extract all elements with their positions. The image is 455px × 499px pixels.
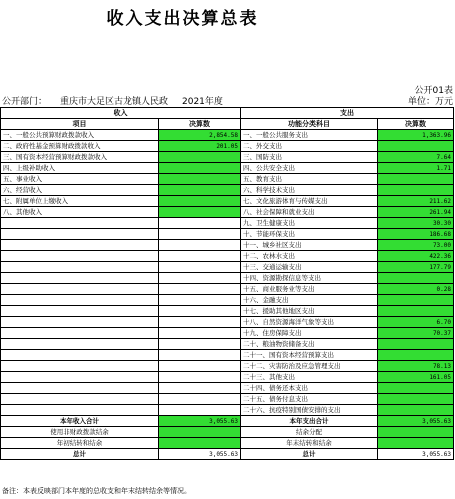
table-row bbox=[1, 372, 454, 383]
table-row bbox=[1, 185, 454, 196]
income-item-value bbox=[159, 152, 241, 163]
unit-label: 公开部门： bbox=[2, 97, 48, 107]
income-item-label: 六、经营收入 bbox=[1, 185, 159, 196]
expense-item-label: 四、公共安全支出 bbox=[241, 163, 378, 174]
table-row bbox=[1, 196, 454, 207]
income-section-header: 收入 bbox=[1, 108, 241, 119]
income-item-value bbox=[159, 196, 241, 207]
summary-expense-value: 3,055.63 bbox=[378, 416, 454, 427]
summary-income-label: 使用非财政拨款结余 bbox=[1, 427, 159, 438]
expense-item-label: 六、科学技术支出 bbox=[241, 185, 378, 196]
summary-income-value: 3,055.63 bbox=[159, 449, 241, 460]
income-item-label bbox=[1, 295, 159, 306]
expense-item-value bbox=[378, 273, 454, 284]
summary-income-value bbox=[159, 438, 241, 449]
col-header-item: 项目 bbox=[1, 119, 159, 130]
expense-item-value: 422.36 bbox=[378, 251, 454, 262]
table-row bbox=[1, 295, 454, 306]
income-item-label bbox=[1, 383, 159, 394]
expense-item-value bbox=[378, 185, 454, 196]
table-row bbox=[1, 152, 454, 163]
expense-item-label: 二、外交支出 bbox=[241, 141, 378, 152]
summary-income-value: 3,055.63 bbox=[159, 416, 241, 427]
income-item-value bbox=[159, 251, 241, 262]
summary-expense-label: 本年支出合计 bbox=[241, 416, 378, 427]
table-row bbox=[1, 251, 454, 262]
income-item-value bbox=[159, 350, 241, 361]
income-item-value bbox=[159, 207, 241, 218]
table-row bbox=[1, 394, 454, 405]
section-header-row bbox=[1, 108, 454, 119]
income-item-label: 四、上级补助收入 bbox=[1, 163, 159, 174]
income-item-label: 二、政府性基金预算财政拨款收入 bbox=[1, 141, 159, 152]
expense-item-value bbox=[378, 405, 454, 416]
income-item-label bbox=[1, 262, 159, 273]
income-item-value bbox=[159, 339, 241, 350]
expense-item-value bbox=[378, 339, 454, 350]
income-item-label: 八、其他收入 bbox=[1, 207, 159, 218]
report-year: 2021年度 bbox=[182, 97, 223, 107]
col-header-income-amount: 决算数 bbox=[159, 119, 241, 130]
expense-item-label: 二十三、其他支出 bbox=[241, 372, 378, 383]
expense-item-value: 186.68 bbox=[378, 229, 454, 240]
income-item-label bbox=[1, 339, 159, 350]
table-row bbox=[1, 361, 454, 372]
income-item-label: 一、一般公共预算财政拨款收入 bbox=[1, 130, 159, 141]
income-item-value bbox=[159, 218, 241, 229]
expense-item-label: 二十五、债务付息支出 bbox=[241, 394, 378, 405]
income-item-value bbox=[159, 229, 241, 240]
expense-item-value bbox=[378, 295, 454, 306]
expense-item-label: 七、文化旅游体育与传媒支出 bbox=[241, 196, 378, 207]
expense-item-label: 九、卫生健康支出 bbox=[241, 218, 378, 229]
income-item-label bbox=[1, 218, 159, 229]
income-item-label bbox=[1, 405, 159, 416]
expense-item-value bbox=[378, 394, 454, 405]
summary-expense-label: 总计 bbox=[241, 449, 378, 460]
summary-income-label: 本年收入合计 bbox=[1, 416, 159, 427]
expense-item-label: 二十一、国有资本经营预算支出 bbox=[241, 350, 378, 361]
income-item-value bbox=[159, 306, 241, 317]
income-item-value bbox=[159, 405, 241, 416]
expense-item-label: 十八、自然资源海洋气象等支出 bbox=[241, 317, 378, 328]
col-header-func: 功能分类科目 bbox=[241, 119, 378, 130]
expense-item-value: 261.94 bbox=[378, 207, 454, 218]
table-row bbox=[1, 328, 454, 339]
expense-item-label: 十一、城乡社区支出 bbox=[241, 240, 378, 251]
table-row bbox=[1, 130, 454, 141]
summary-income-value bbox=[159, 427, 241, 438]
expense-item-label: 十三、交通运输支出 bbox=[241, 262, 378, 273]
expense-item-value: 1,363.96 bbox=[378, 130, 454, 141]
table-row bbox=[1, 306, 454, 317]
money-unit: 单位：万元 bbox=[407, 97, 453, 107]
expense-item-value bbox=[378, 306, 454, 317]
income-item-value bbox=[159, 317, 241, 328]
expense-item-value: 0.28 bbox=[378, 284, 454, 295]
summary-expense-value: 3,055.63 bbox=[378, 449, 454, 460]
summary-expense-label: 结余分配 bbox=[241, 427, 378, 438]
expense-item-value: 30.30 bbox=[378, 218, 454, 229]
expense-item-value: 1.71 bbox=[378, 163, 454, 174]
footnote: 备注：本表反映部门本年度的总收支和年末结转结余等情况。 bbox=[2, 487, 191, 495]
report-meta bbox=[2, 94, 453, 106]
expense-item-label: 十七、援助其他地区支出 bbox=[241, 306, 378, 317]
expense-item-label: 十九、住房保障支出 bbox=[241, 328, 378, 339]
page-title: 收入支出决算总表 bbox=[106, 9, 259, 29]
income-item-label: 三、国有资本经营预算财政拨款收入 bbox=[1, 152, 159, 163]
income-item-value: 2,854.58 bbox=[159, 130, 241, 141]
expense-item-value: 211.62 bbox=[378, 196, 454, 207]
column-header-row bbox=[1, 119, 454, 130]
income-item-label bbox=[1, 273, 159, 284]
expense-item-label: 二十二、灾害防治及应急管理支出 bbox=[241, 361, 378, 372]
income-item-label bbox=[1, 394, 159, 405]
summary-row bbox=[1, 438, 454, 449]
summary-row bbox=[1, 427, 454, 438]
table-row bbox=[1, 284, 454, 295]
summary-expense-label: 年末结转和结余 bbox=[241, 438, 378, 449]
expense-item-label: 二十六、抗疫特别国债安排的支出 bbox=[241, 405, 378, 416]
expense-item-label: 十五、商业服务业等支出 bbox=[241, 284, 378, 295]
expense-item-label: 五、教育支出 bbox=[241, 174, 378, 185]
table-row bbox=[1, 163, 454, 174]
income-item-value bbox=[159, 383, 241, 394]
expense-item-label: 十二、农林水支出 bbox=[241, 251, 378, 262]
expense-item-value bbox=[378, 383, 454, 394]
expense-item-value: 70.37 bbox=[378, 328, 454, 339]
income-item-value bbox=[159, 295, 241, 306]
income-item-label bbox=[1, 350, 159, 361]
income-item-label: 七、附属单位上缴收入 bbox=[1, 196, 159, 207]
table-row bbox=[1, 229, 454, 240]
unit-name: 重庆市大足区古龙镇人民政 bbox=[60, 97, 169, 107]
col-header-expense-amount: 决算数 bbox=[378, 119, 454, 130]
income-item-value bbox=[159, 372, 241, 383]
income-item-value bbox=[159, 163, 241, 174]
table-row bbox=[1, 240, 454, 251]
expense-item-value: 78.13 bbox=[378, 361, 454, 372]
income-item-value bbox=[159, 394, 241, 405]
income-item-label bbox=[1, 361, 159, 372]
summary-income-label: 总计 bbox=[1, 449, 159, 460]
summary-row bbox=[1, 449, 454, 460]
income-item-label bbox=[1, 306, 159, 317]
table-row bbox=[1, 218, 454, 229]
expense-item-label: 八、社会保障和就业支出 bbox=[241, 207, 378, 218]
table-row bbox=[1, 405, 454, 416]
income-item-label bbox=[1, 328, 159, 339]
expense-item-label: 十、节能环保支出 bbox=[241, 229, 378, 240]
income-item-value bbox=[159, 262, 241, 273]
expense-item-value: 7.64 bbox=[378, 152, 454, 163]
table-row bbox=[1, 262, 454, 273]
income-item-value bbox=[159, 185, 241, 196]
expense-item-value: 73.00 bbox=[378, 240, 454, 251]
income-item-value bbox=[159, 240, 241, 251]
income-item-value bbox=[159, 174, 241, 185]
table-row bbox=[1, 383, 454, 394]
income-item-value: 201.05 bbox=[159, 141, 241, 152]
income-item-label bbox=[1, 251, 159, 262]
expense-item-label: 十六、金融支出 bbox=[241, 295, 378, 306]
income-item-label bbox=[1, 229, 159, 240]
expense-item-label: 一、一般公共服务支出 bbox=[241, 130, 378, 141]
expense-item-label: 二十、粮油物资储备支出 bbox=[241, 339, 378, 350]
income-item-label bbox=[1, 372, 159, 383]
income-item-value bbox=[159, 328, 241, 339]
summary-row bbox=[1, 416, 454, 427]
table-row bbox=[1, 273, 454, 284]
expense-item-label: 二十四、债务还本支出 bbox=[241, 383, 378, 394]
table-row bbox=[1, 339, 454, 350]
table-row bbox=[1, 141, 454, 152]
summary-income-label: 年初结转和结余 bbox=[1, 438, 159, 449]
expense-item-value bbox=[378, 174, 454, 185]
expense-item-value: 161.05 bbox=[378, 372, 454, 383]
table-row bbox=[1, 174, 454, 185]
expense-section-header: 支出 bbox=[241, 108, 454, 119]
table-row bbox=[1, 350, 454, 361]
income-item-label bbox=[1, 284, 159, 295]
budget-table bbox=[0, 107, 454, 460]
table-row bbox=[1, 207, 454, 218]
expense-item-value bbox=[378, 350, 454, 361]
expense-item-value: 6.70 bbox=[378, 317, 454, 328]
expense-item-label: 三、国防支出 bbox=[241, 152, 378, 163]
expense-item-value: 177.79 bbox=[378, 262, 454, 273]
income-item-value bbox=[159, 273, 241, 284]
expense-item-label: 十四、资源勘探信息等支出 bbox=[241, 273, 378, 284]
income-item-label bbox=[1, 317, 159, 328]
income-item-value bbox=[159, 284, 241, 295]
summary-expense-value bbox=[378, 438, 454, 449]
expense-item-value bbox=[378, 141, 454, 152]
form-number: 公开01表 bbox=[414, 86, 453, 96]
summary-expense-value bbox=[378, 427, 454, 438]
income-item-value bbox=[159, 361, 241, 372]
table-row bbox=[1, 317, 454, 328]
income-item-label bbox=[1, 240, 159, 251]
income-item-label: 五、事业收入 bbox=[1, 174, 159, 185]
